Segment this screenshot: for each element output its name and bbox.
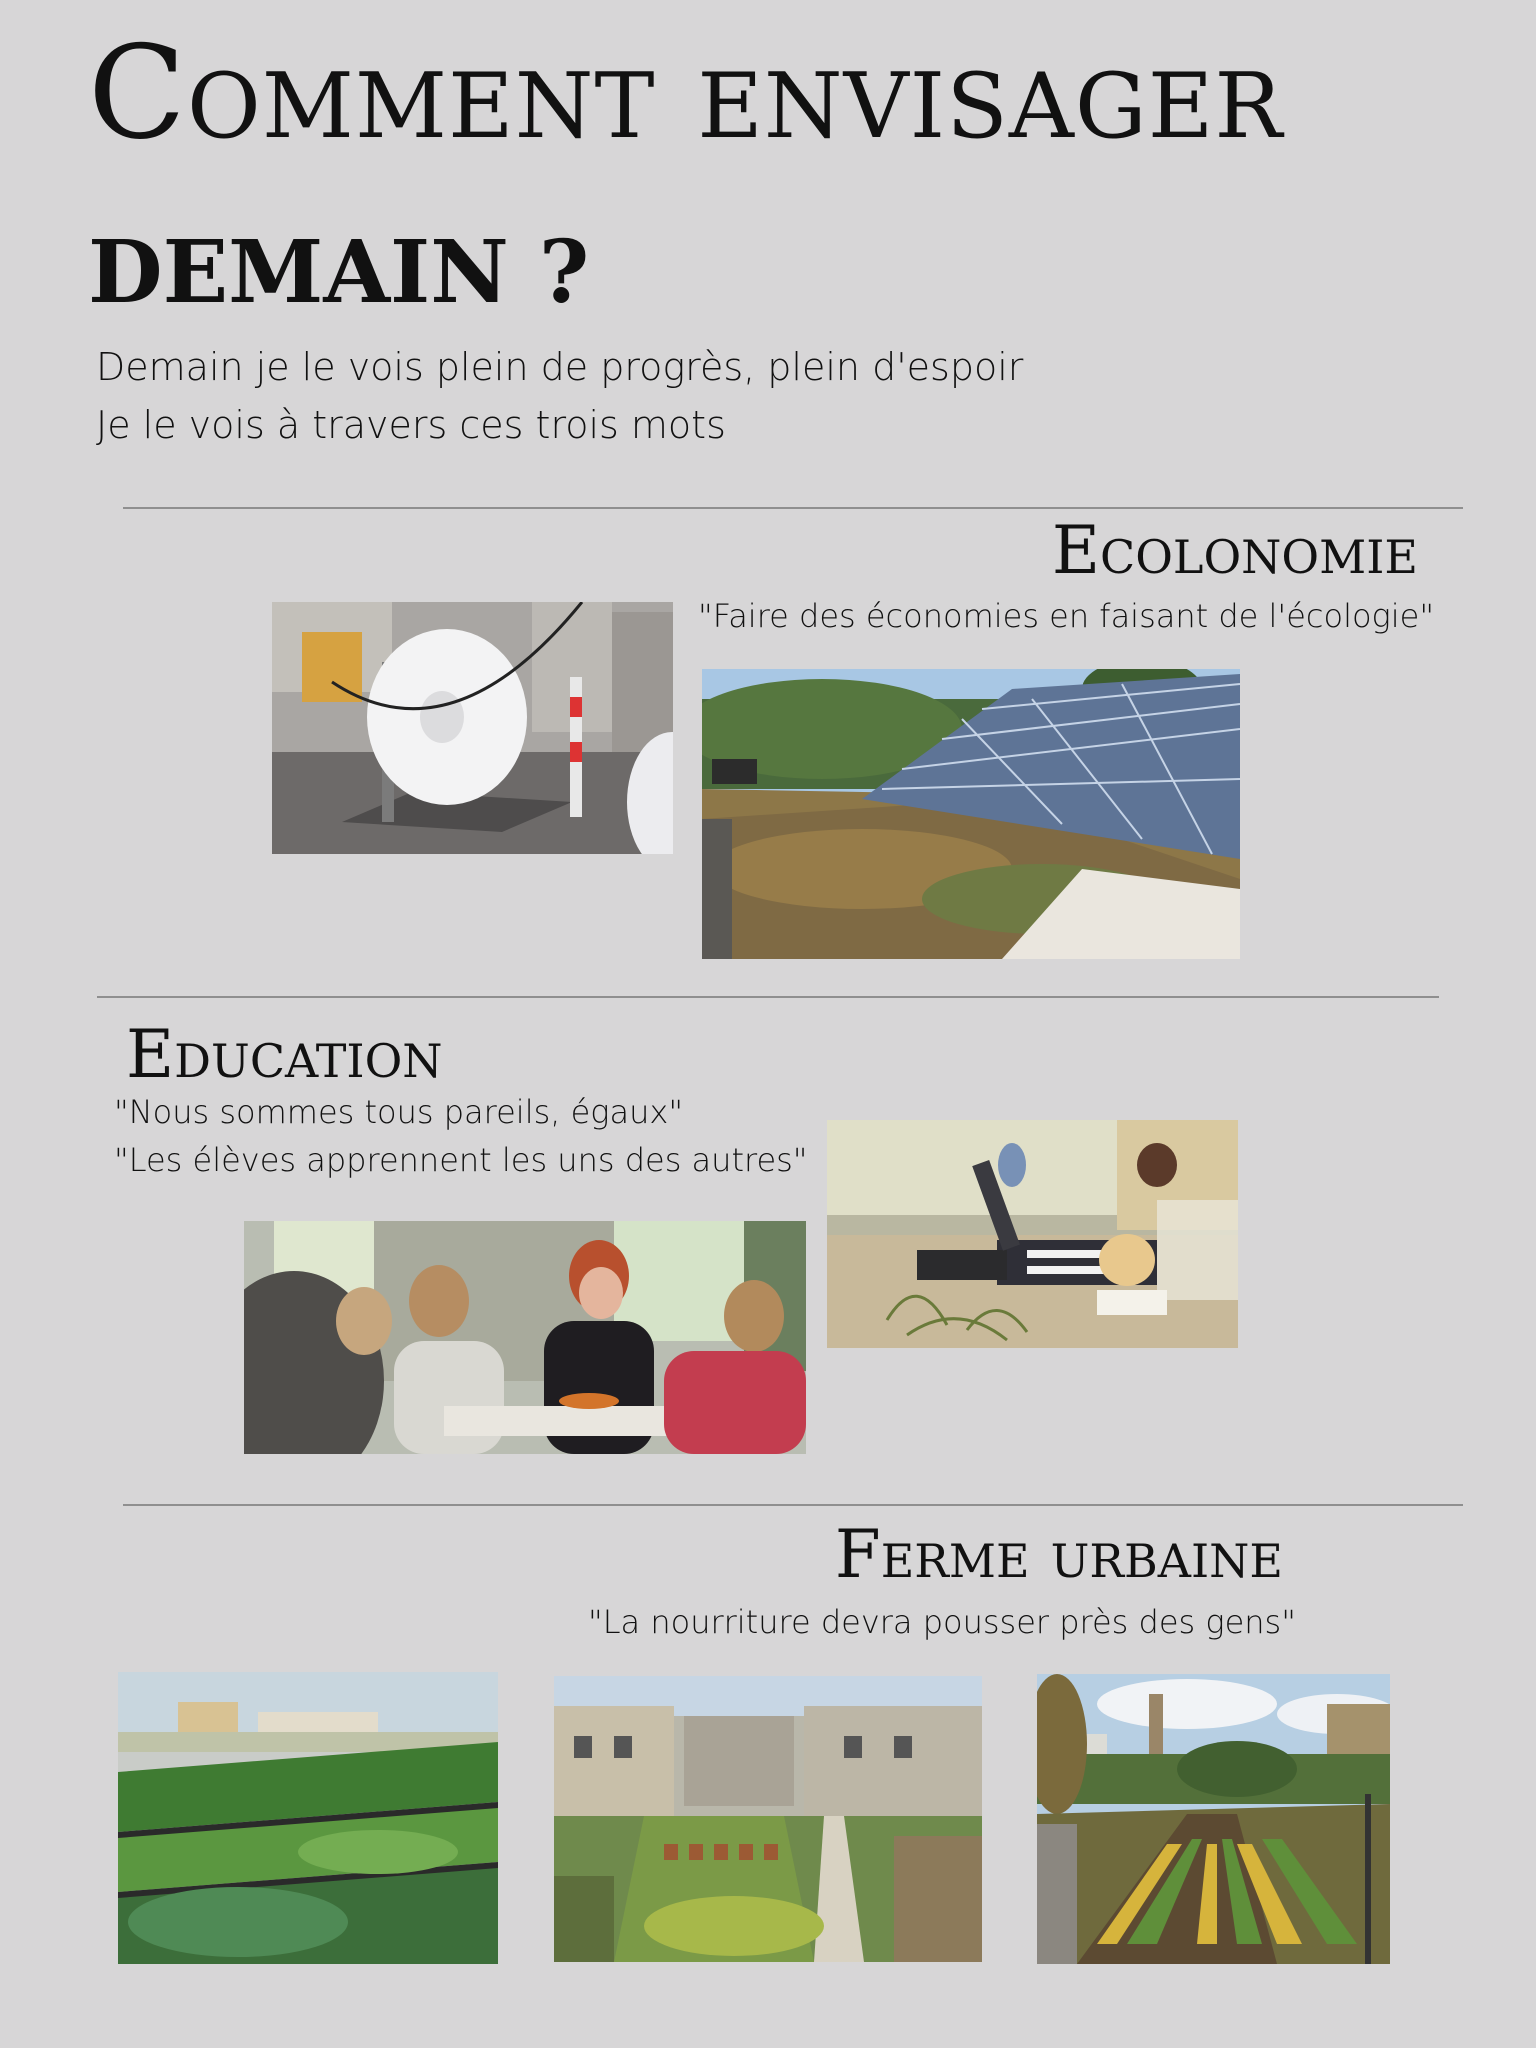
urban-farm-field-photo	[1037, 1674, 1390, 1964]
lunch-table-photo	[244, 1221, 806, 1454]
section-divider	[123, 1504, 1463, 1506]
rooftop-garden-photo-2	[554, 1676, 982, 1962]
page-title: Comment envisager	[88, 19, 1284, 168]
paper-roll-factory-photo	[272, 602, 673, 854]
section-quote: "La nourriture devra pousser près des gens"	[588, 1603, 1296, 1641]
intro-line: Demain je le vois plein de progrès, plein d'espoir	[96, 345, 1024, 389]
section-title-ferme-urbaine: Ferme urbaine	[834, 1516, 1283, 1593]
section-title-education: Education	[126, 1016, 443, 1093]
section-quote: "Faire des économies en faisant de l'écologie"	[698, 597, 1435, 635]
classroom-floor-photo	[827, 1120, 1238, 1348]
page-subtitle: DEMAIN ?	[88, 222, 590, 323]
intro-line: Je le vois à travers ces trois mots	[96, 403, 726, 447]
section-title-ecolonomie: Ecolonomie	[1051, 512, 1418, 589]
section-divider	[123, 507, 1463, 509]
intro-text	[96, 338, 1023, 454]
rooftop-garden-photo-1	[118, 1672, 498, 1964]
section-divider	[97, 996, 1439, 998]
solar-green-roof-photo	[702, 669, 1240, 959]
section-quote: "Nous sommes tous pareils, égaux"	[114, 1093, 684, 1131]
section-quote: "Les élèves apprennent les uns des autres"	[114, 1141, 808, 1179]
